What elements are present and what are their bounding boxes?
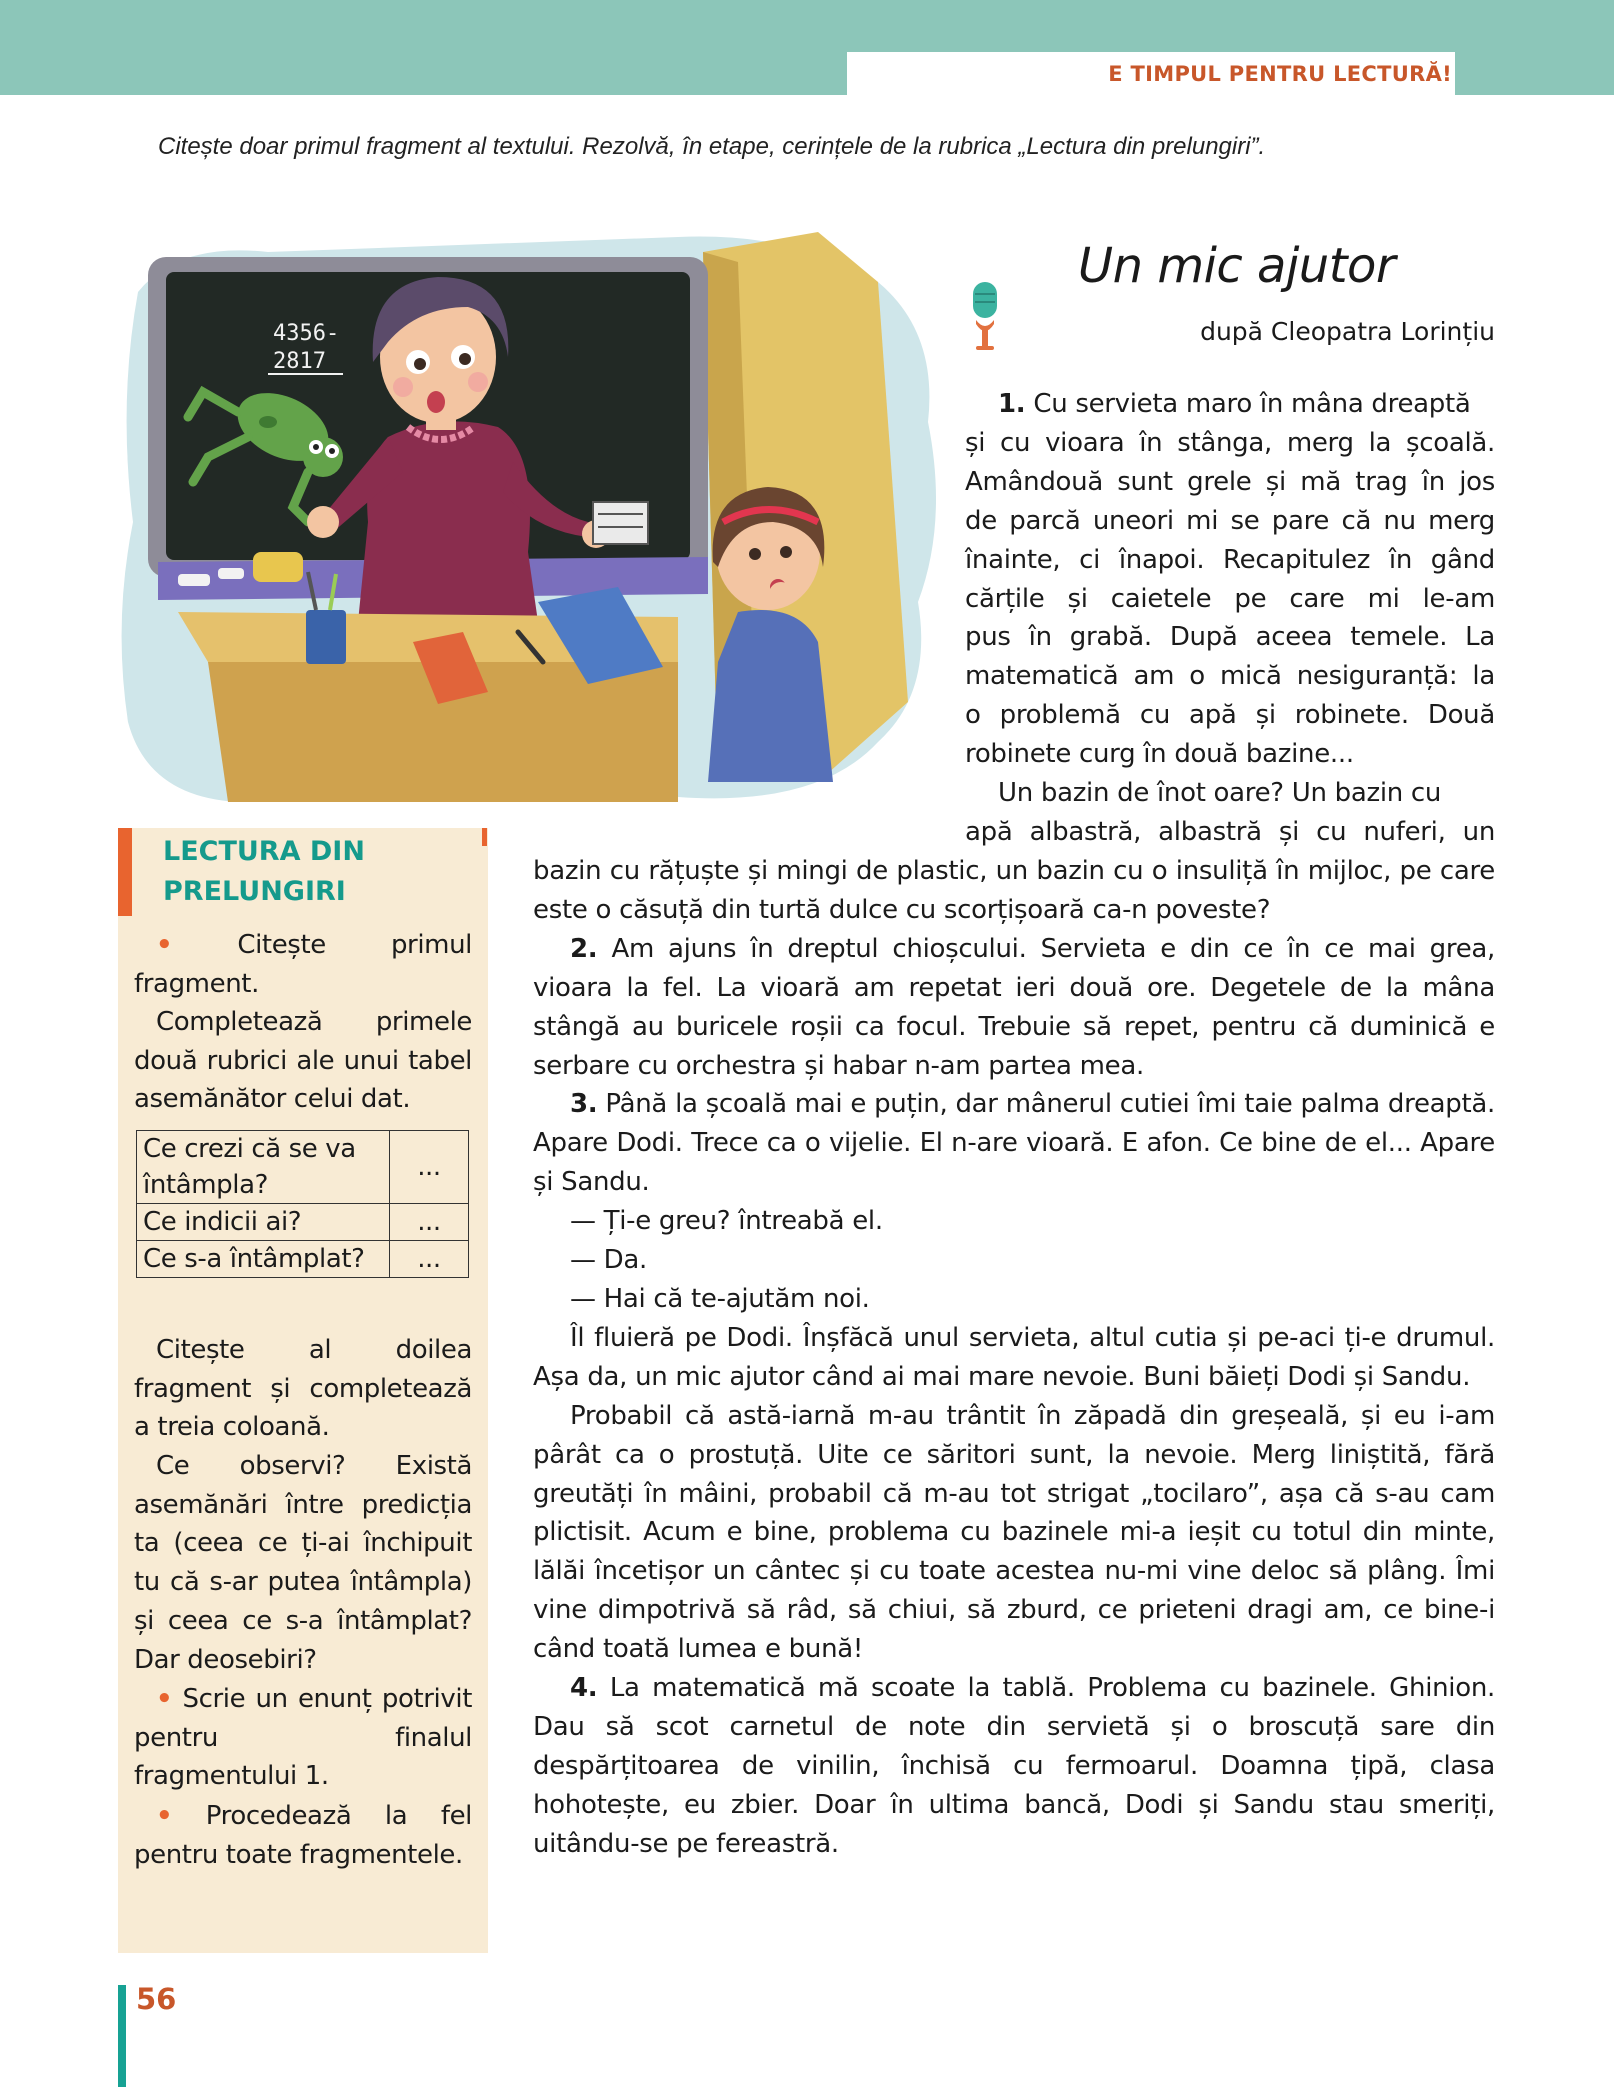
sidebar-task-2: Citește al doilea fragment și completează a treia coloană. [134,1335,472,1443]
classroom-illustration [118,222,948,812]
dialog-line: — Ți-e greu? întreabă el. [570,1206,883,1237]
table-row [137,1204,469,1241]
footer-accent-bar [118,1985,126,2087]
sidebar-task-4: • Scrie un enunț potrivit pentru finalul fragmentului 1. [134,1684,472,1792]
fragment-1-line: robinete curg în două bazine... [965,739,1354,770]
sidebar-task-1b: Completează primele două rubrici ale unui tabel asemănător celui dat. [134,1007,472,1115]
fragment-1-line: 1. Cu servieta maro în mâna dreaptă [998,389,1471,419]
fragment-1-line: Amândouă sunt grele și mă trag în jos [965,466,1495,497]
fragment-3: 3. Până la școală mai e puțin, dar mânerul cutiei îmi taie palma dreaptă. Apare Dodi. Trece ca o vijelie. El n-are vioară. E afon. Ce bine de el... Apare și Sandu. [533,1089,1495,1198]
prediction-table [136,1130,469,1278]
table-row [137,1241,469,1278]
microphone-icon [970,280,1000,360]
fragment-1-line: pus în grabă. După aceea temele. La [965,622,1495,653]
page-number: 56 [136,1982,177,2016]
fragment-number: 3. [570,1089,598,1120]
table-cell-question: Ce indicii ai? [137,1204,390,1241]
fragment-number: 1. [998,389,1026,419]
story-author: după Cleopatra Lorințiu [1200,317,1495,346]
section-title: E TIMPUL PENTRU LECTURĂ! [847,52,1455,95]
fragment-number: 2. [570,933,598,964]
svg-text:2817: 2817 [273,349,326,374]
fragment-2: 2. Am ajuns în dreptul chioșcului. Servieta e din ce în ce mai grea, vioara la fel. La vioară am repetat ieri două ore. Degetele de la mâna stângă au buricele roșii ca focul. Trebuie să repet, pentru că duminică e serbare cu orchestra și habar n-am partea mea. [533,933,1495,1081]
fragment-1-line: apă albastră, albastră și cu nuferi, un [965,816,1495,847]
table-row [137,1131,469,1204]
sidebar-task-5: • Procedează la fel pentru toate fragmentele. [134,1801,473,1870]
fragment-1-line: și cu vioara în stânga, merg la școală. [965,427,1495,458]
story-title: Un mic ajutor [1078,238,1396,294]
sidebar-task-3: Ce observi? Există asemănări între predicția ta (ceea ce ți-ai închipuit tu că s-ar putea întâmpla) și ceea ce s-a întâmplat? Dar deosebiri? [134,1451,472,1675]
paragraph: Probabil că astă-iarnă m-au trântit în zăpadă din greșeală, și eu i-am pârât ca o prostuță. Uite ce săritori sunt, la nevoie. Merg liniștită, fără greutăți în mâini, probabil că m-au tot strigat „tocilaro”, așa că s-au cam plictisit. Acum e bine, problema cu bazinele mi-a ieșit cu totul din minte, lălăi încetișor un cântec și cu toate acestea nu-mi vine deloc să plâng. Îmi vine dimpotrivă să râd, să chiui, să zburd, ce prieteni dragi am, ce bine-i când toată lumea e bună! [533,1400,1495,1665]
table-cell-question: Ce crezi că se va întâmpla? [137,1131,390,1204]
fragment-1-line: înainte, ci înapoi. Recapitulez în gând [965,544,1495,575]
bullet-icon: • [156,930,173,960]
svg-text:4356-: 4356- [273,321,340,346]
fragment-1-line: Un bazin de înot oare? Un bazin cu [998,778,1442,809]
fragment-4: 4. La matematică mă scoate la tablă. Problema cu bazinele. Ghinion. Dau să scot carnetul de note din servietă și o broscuță sare din despărțitoarea de vinilin, închisă cu fermoarul. Doamna țipă, clasa hohotește, eu zbier. Doar în ultima bancă, Dodi și Sandu stau smeriți, uitându-se pe fereastră. [533,1673,1495,1859]
dialog-line: — Hai că te-ajutăm noi. [570,1283,870,1314]
table-cell-value: ... [390,1131,469,1204]
instruction-text: Citește doar primul fragment al textului. Rezolvă, în etape, cerințele de la rubrica „Lectura din prelungiri”. [158,133,1266,160]
paragraph: Îl fluieră pe Dodi. Înșfăcă unul servieta, altul cutia și pe-aci ți-e drumul. Așa da, un mic ajutor când ai mai mare nevoie. Buni băieți Dodi și Sandu. [533,1322,1495,1392]
fragment-1-line: matematică am o mică nesiguranță: la [965,661,1495,692]
table-cell-value: ... [390,1204,469,1241]
fragment-1-line: o problemă cu apă și robinete. Două [965,700,1495,731]
table-cell-question: Ce s-a întâmplat? [137,1241,390,1278]
fragment-number: 4. [570,1673,598,1704]
fragment-1-line: de parcă uneori mi se pare că nu merg [965,505,1495,536]
story-body [533,852,1495,1864]
sidebar-corner-mark [482,828,487,846]
fragment-1-line: cărțile și caietele pe care mi le-am [965,583,1495,614]
table-cell-value: ... [390,1241,469,1278]
fragment-1-continuation: bazin cu rățuște și mingi de plastic, un bazin cu o insuliță în mijloc, pe care este o căsuță din turtă dulce cu scorțișoară ca-n poveste? [533,856,1495,925]
fragment-1 [965,385,1495,852]
dialog-line: — Da. [570,1245,647,1276]
bullet-icon: • [156,1684,173,1714]
sidebar-task-1: • Citește primul fragment. [134,930,472,999]
bullet-icon: • [156,1801,173,1831]
sidebar-accent-bar [118,828,132,916]
sidebar-title: LECTURA DIN PRELUNGIRI [163,836,365,907]
